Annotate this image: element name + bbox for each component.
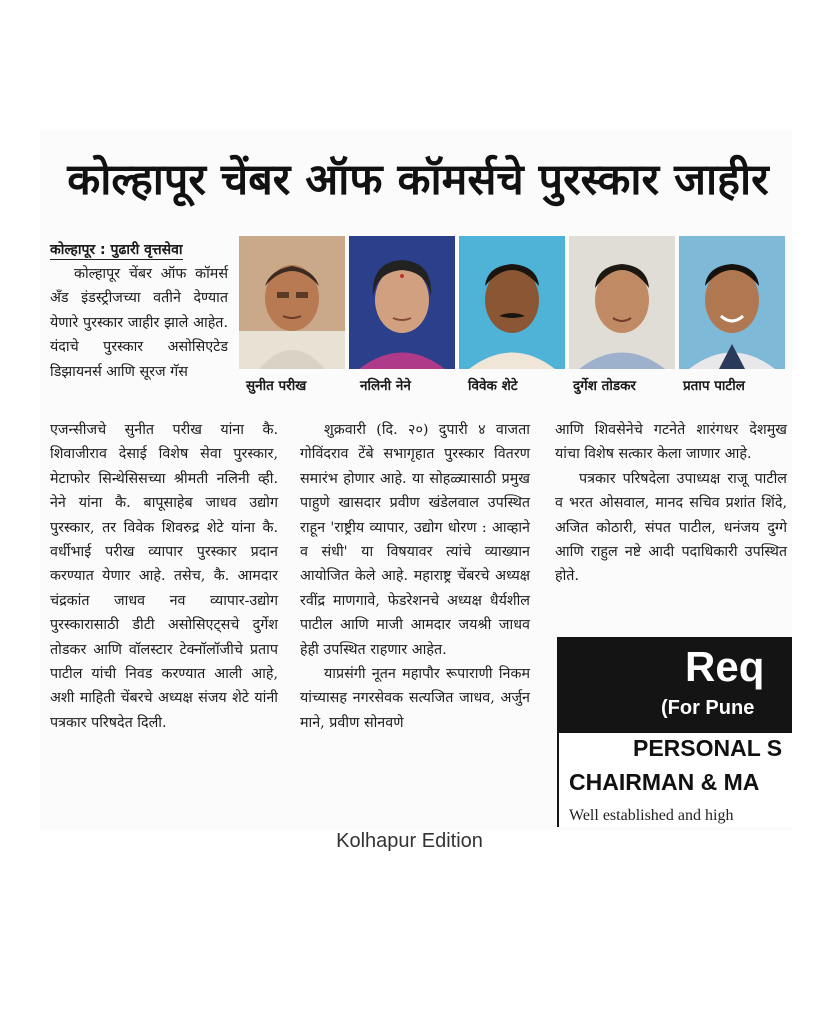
paragraph: कोल्हापूर चेंबर ऑफ कॉमर्स अँड इंडस्ट्रीजच्या वतीने देण्यात येणारे पुरस्कार जाहीर झाले आहेत. यंदाचे पुरस्कार असोसिएटेड डिझायनर्स आणि सूरज गॅस bbox=[50, 266, 228, 380]
paragraph: शुक्रवारी (दि. २०) दुपारी ४ वाजता गोविंदराव टेंबे सभागृहात पुरस्कार वितरण समारंभ होणार आहे. या सोहळ्यासाठी प्रमुख पाहुणे खासदार प्रवीण खंडेलवाल उपस्थित राहून 'राष्ट्रीय व्यापार, उद्योग धोरण : आव्हाने व संधी' या विषयावर त्यांचे व्याख्यान आयोजित केले आहे. महाराष्ट्र चेंबरचे अध्यक्ष रवींद्र माणगावे, फेडरेशनचे अध्यक्ष धैर्यशील पाटील आणि माजी आमदार जयश्री जाधव हेही उपस्थित राहणार आहेत. bbox=[300, 422, 530, 658]
ad-border bbox=[557, 733, 559, 827]
ad-line-2: CHAIRMAN & MA bbox=[569, 769, 760, 795]
article-column-1 bbox=[50, 418, 278, 735]
classified-advertisement bbox=[557, 637, 792, 827]
ad-subtitle: (For Pune bbox=[661, 697, 755, 719]
photo-caption-5: प्रताप पाटील bbox=[683, 378, 745, 394]
photo-caption-1: सुनीत परीख bbox=[246, 378, 307, 394]
photo-caption-3: विवेक शेटे bbox=[468, 378, 518, 394]
paragraph: आणि शिवसेनेचे गटनेते शारंगधर देशमुख यांचा विशेष सत्कार केला जाणार आहे. bbox=[555, 422, 787, 463]
portrait-photo-1 bbox=[239, 236, 345, 369]
portrait-photo-4 bbox=[569, 236, 675, 369]
portrait-photo-2 bbox=[349, 236, 455, 369]
portrait-photo-3 bbox=[459, 236, 565, 369]
photo-caption-4: दुर्गेश तोडकर bbox=[573, 378, 636, 394]
article-column-2 bbox=[300, 418, 530, 735]
paragraph: एजन्सीजचे सुनीत परीख यांना कै. शिवाजीराव देसाई विशेष सेवा पुरस्कार, मेटाफोर सिन्थेसिसच्या श्रीमती नलिनी व्ही. नेने यांना कै. बापूसाहेब जाधव उद्योग पुरस्कार, तर विवेक शिवरुद्र शेटे यांना कै. वर्धीभाई परीख व्यापार पुरस्कार प्रदान करण्यात येणार आहे. तसेच, कै. आमदार चंद्रकांत जाधव नव व्यापार-उद्योग पुरस्कारासाठी डीटी असोसिएट्सचे दुर्गेश तोडकर आणि वॉलस्टार टेक्नॉलॉजीचे प्रताप पाटील यांची निवड करण्यात आली आहे, अशी माहिती चेंबरचे अध्यक्ष संजय शेटे यांनी पत्रकार परिषदेत दिली. bbox=[50, 422, 278, 731]
paragraph: याप्रसंगी नूतन महापौर रूपाराणी निकम यांच्यासह नगरसेवक सत्यजित जाधव, अर्जुन माने, प्रवीण सोनवणे bbox=[300, 666, 530, 731]
article-column-3 bbox=[555, 418, 787, 589]
article-column-1-top bbox=[50, 262, 228, 384]
ad-title: Req bbox=[685, 643, 765, 690]
headline: कोल्हापूर चेंबर ऑफ कॉमर्सचे पुरस्कार जाहीर bbox=[67, 155, 769, 205]
byline: कोल्हापूर : पुढारी वृत्तसेवा bbox=[50, 242, 183, 258]
ad-line-1: PERSONAL S bbox=[633, 735, 783, 761]
photo-caption-2: नलिनी नेने bbox=[360, 378, 411, 394]
portrait-photo-5 bbox=[679, 236, 785, 369]
paragraph: पत्रकार परिषदेला उपाध्यक्ष राजू पाटील व भरत ओसवाल, मानद सचिव प्रशांत शिंदे, अजित कोठारी, संपत पाटील, धनंजय दुग्गे आणि राहुल नष्टे आदी पदाधिकारी उपस्थित होते. bbox=[555, 470, 787, 585]
ad-line-3: Well established and high bbox=[569, 807, 734, 824]
edition-label: Kolhapur Edition bbox=[336, 830, 483, 852]
